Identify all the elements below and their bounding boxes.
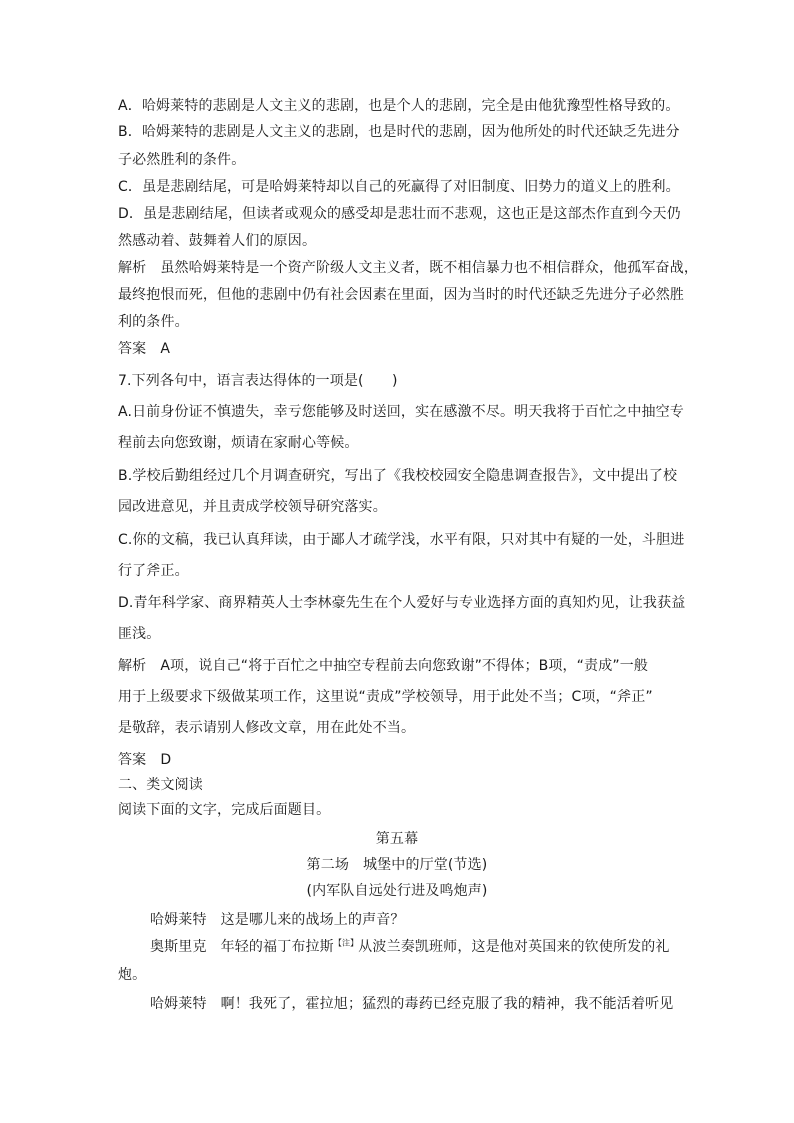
- speech-text-cont: 从波兰奏凯班师，这是他对英国来的钦使所发的礼: [358, 939, 670, 955]
- speech-text: 啊！我死了，霍拉旭；猛烈的毒药已经克服了我的精神，我不能活着听见: [220, 996, 674, 1012]
- analysis-text: 虽然哈姆莱特是一个资产阶级人文主义者，既不相信暴力也不相信群众，他孤军奋战，: [160, 260, 699, 276]
- q7-option-a-cont: 程前去向您致谢，烦请在家耐心等候。: [118, 435, 359, 451]
- dialogue-line-cont: 炮。: [118, 967, 147, 983]
- q6-analysis-cont: 最终抱恨而死，但他的悲剧中仍有社会因素在里面，因为当时的时代还缺乏先进分子必然胜: [118, 287, 684, 303]
- q6-option-d-cont: 然感动着、鼓舞着人们的原因。: [118, 233, 317, 249]
- q7-option-b-cont: 园改进意见，并且责成学校领导研究落实。: [118, 499, 387, 515]
- analysis-text: A项，说自己“将于百忙之中抽空专程前去向您致谢”不得体；B项，“责成”一般: [160, 658, 649, 674]
- scene-label: 第二场: [306, 857, 349, 873]
- q7-analysis-cont: 用于上级要求下级做某项工作，这里说“责成”学校领导，用于此处不当；C项，“斧正”: [118, 689, 653, 705]
- stage-direction: (内军队自远处行进及鸣炮声): [306, 883, 488, 899]
- dialogue-line: [150, 911, 405, 929]
- q7-option-d: D.青年科学家、商界精英人士李林豪先生在个人爱好与专业选择方面的真知灼见，让我获益: [118, 595, 686, 611]
- speech-text: 年轻的福丁布拉斯: [220, 939, 334, 955]
- dialogue-line: [150, 938, 670, 956]
- q6-option-b: B．哈姆莱特的悲剧是人文主义的悲剧，也是时代的悲剧，因为他所处的时代还缺乏先进分: [118, 124, 680, 140]
- scene-title: 城堡中的厅堂(节选): [363, 857, 488, 873]
- analysis-label: 解析: [118, 658, 147, 674]
- speaker-name: 哈姆莱特: [150, 912, 207, 928]
- answer-value: A: [160, 341, 171, 357]
- q7-option-a: A.日前身份证不慎遗失，幸亏您能够及时送回，实在感激不尽。明天我将于百忙之中抽空专: [118, 404, 684, 420]
- answer-value: D: [160, 752, 172, 768]
- section-instruction: 阅读下面的文字，完成后面题目。: [118, 802, 331, 818]
- q7-stem: 7.下列各句中，语言表达得体的一项是( ): [118, 373, 398, 389]
- q7-answer: [118, 751, 171, 769]
- answer-label: 答案: [118, 341, 147, 357]
- speaker-name: 哈姆莱特: [150, 996, 207, 1012]
- q6-option-a: A．哈姆莱特的悲剧是人文主义的悲剧，也是个人的悲剧，完全是由他犹豫型性格导致的。: [118, 98, 680, 114]
- q7-option-c-cont: 行了斧正。: [118, 563, 189, 579]
- play-act: 第五幕: [375, 831, 419, 847]
- q7-option-c: C.你的文稿，我已认真拜读，由于鄙人才疏学浅，水平有限，只对其中有疑的一处，斗胆进: [118, 532, 685, 548]
- q6-analysis: [118, 259, 698, 277]
- q7-option-d-cont: 匪浅。: [118, 626, 161, 642]
- q7-option-b: B.学校后勤组经过几个月调查研究，写出了《我校校园安全隐患调查报告》，文中提出了校: [118, 468, 678, 484]
- q6-answer: [118, 340, 170, 358]
- speaker-name: 奥斯里克: [150, 939, 207, 955]
- analysis-label: 解析: [118, 260, 147, 276]
- section-heading: 二、类文阅读: [118, 777, 203, 793]
- q6-analysis-cont: 利的条件。: [118, 314, 189, 330]
- q6-option-c: C．虽是悲剧结尾，可是哈姆莱特却以自己的死赢得了对旧制度、旧势力的道义上的胜利。: [118, 179, 680, 195]
- q6-option-d: D．虽是悲剧结尾，但读者或观众的感受却是悲壮而不悲观，这也正是这部杰作直到今天仍: [118, 206, 681, 222]
- q6-option-b-cont: 子必然胜利的条件。: [118, 152, 246, 168]
- speech-text: 这是哪儿来的战场上的声音？: [220, 912, 405, 928]
- q7-analysis: [118, 657, 648, 675]
- footnote-marker: 【注】: [333, 938, 359, 948]
- answer-label: 答案: [118, 752, 147, 768]
- play-scene: [0, 856, 794, 874]
- dialogue-line: [150, 995, 673, 1013]
- q7-analysis-cont: 是敬辞，表示请别人修改文章，用在此处不当。: [118, 720, 416, 736]
